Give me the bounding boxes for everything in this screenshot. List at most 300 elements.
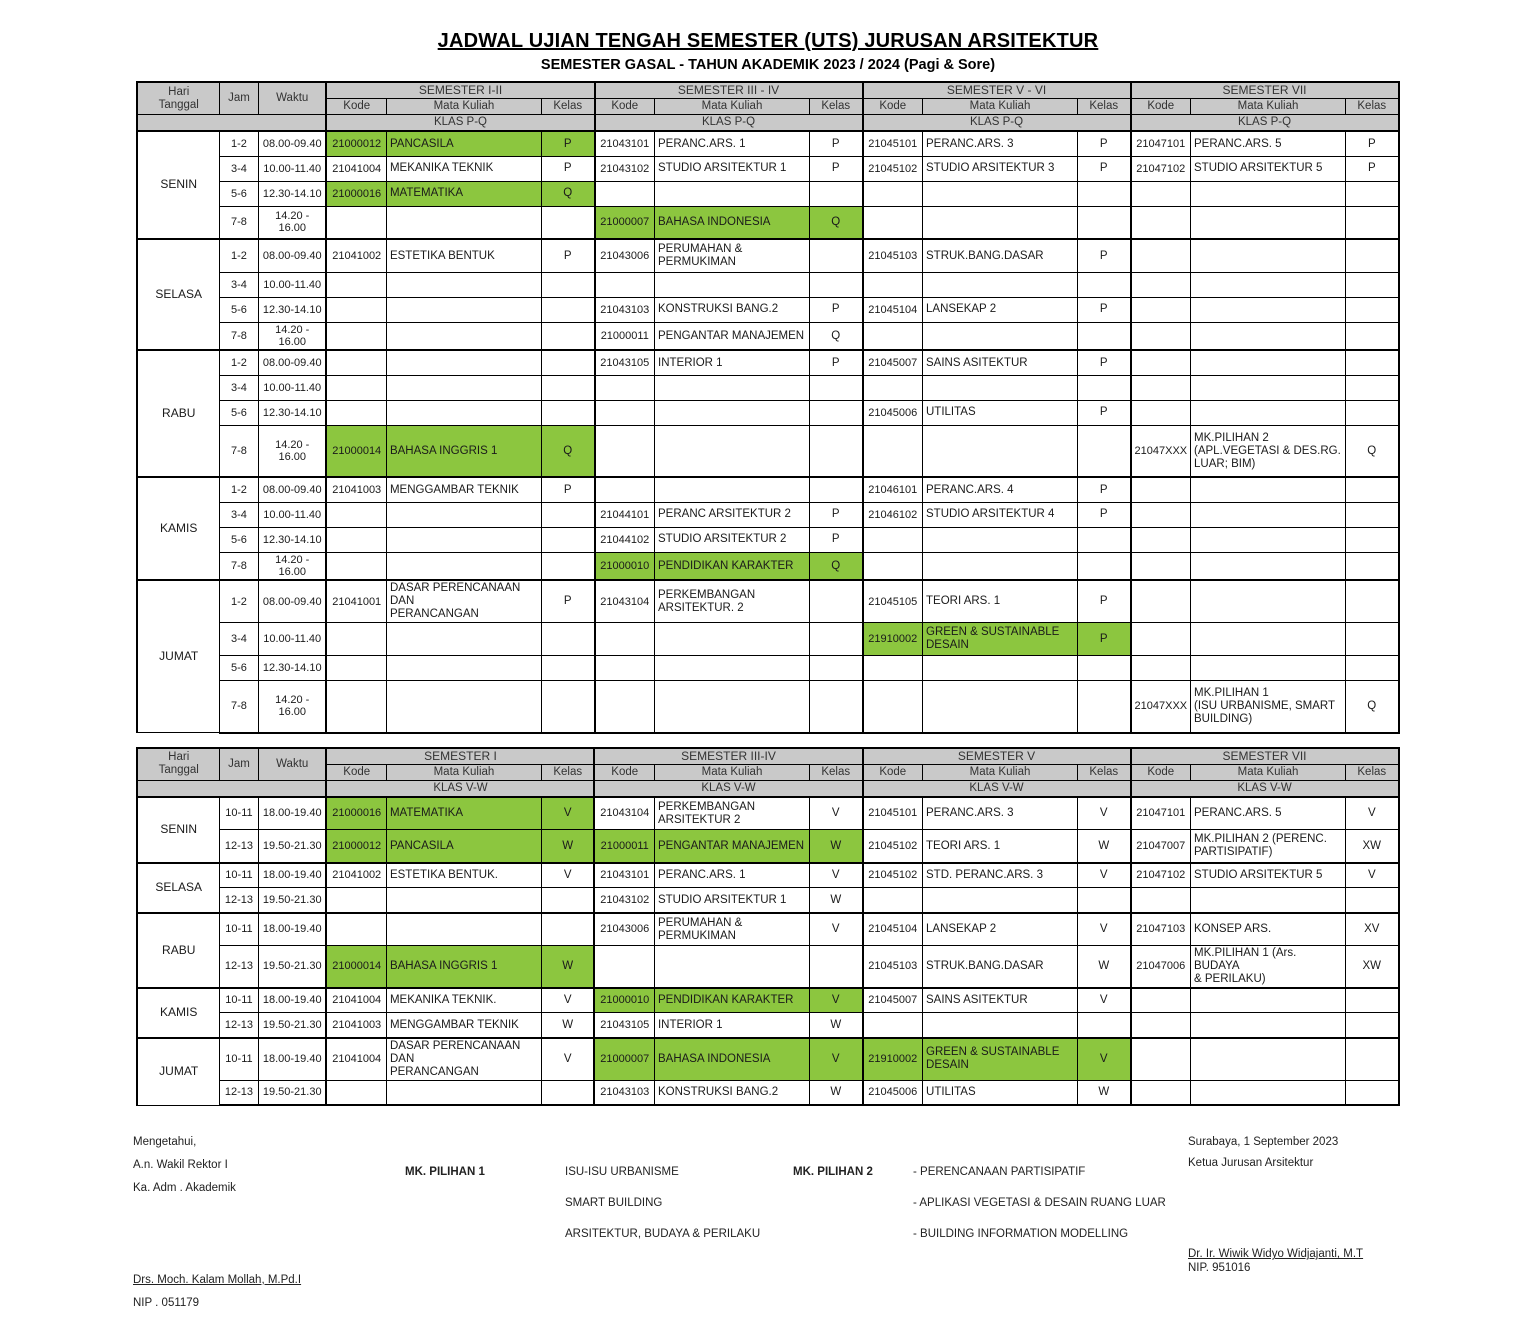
kelas-cell: P <box>810 131 863 156</box>
mata-kuliah-cell: PENGANTAR MANAJEMEN <box>655 322 810 350</box>
mata-kuliah-cell <box>386 552 541 580</box>
kelas-cell <box>810 239 863 272</box>
table-row <box>137 946 1398 988</box>
jam-cell: 1-2 <box>219 131 258 156</box>
header-waktu: Waktu <box>258 748 326 781</box>
header-mata-kuliah: Mata Kuliah <box>1191 765 1346 781</box>
header-kelas: Kelas <box>809 765 862 781</box>
mata-kuliah-cell <box>1191 206 1346 239</box>
kelas-cell <box>1346 1038 1399 1080</box>
table-row <box>137 656 1398 681</box>
kelas-cell <box>1078 425 1131 477</box>
kelas-cell: V <box>809 988 862 1013</box>
table-row <box>137 181 1398 206</box>
kode-cell <box>326 400 386 425</box>
kode-cell: 21000011 <box>595 322 655 350</box>
kelas-cell <box>1346 552 1399 580</box>
kode-cell: 21047006 <box>1131 946 1191 988</box>
kelas-cell <box>1346 181 1399 206</box>
kelas-cell <box>1346 239 1399 272</box>
waktu-cell: 18.00-19.40 <box>258 1038 326 1080</box>
kelas-cell <box>1346 623 1399 656</box>
kode-cell <box>595 477 655 502</box>
kode-cell <box>595 425 655 477</box>
mata-kuliah-cell <box>1191 1013 1346 1038</box>
kelas-cell: V <box>1078 863 1131 888</box>
kode-cell <box>863 425 923 477</box>
kelas-cell <box>1346 322 1399 350</box>
table-row <box>137 830 1398 863</box>
waktu-cell: 12.30-14.10 <box>258 181 326 206</box>
kode-cell <box>1131 477 1191 502</box>
mata-kuliah-cell <box>923 375 1078 400</box>
kode-cell: 21041002 <box>326 863 386 888</box>
waktu-cell: 14.20 - 16.00 <box>258 206 326 239</box>
mata-kuliah-cell <box>923 1013 1078 1038</box>
header-group-semester: SEMESTER I <box>326 748 594 765</box>
header-mata-kuliah: Mata Kuliah <box>1191 99 1346 115</box>
kelas-cell: P <box>1078 350 1131 375</box>
waktu-cell: 18.00-19.40 <box>258 863 326 888</box>
kelas-cell: P <box>541 131 594 156</box>
kode-cell <box>1131 1038 1191 1080</box>
kode-cell <box>595 681 655 733</box>
table-row <box>137 797 1398 830</box>
footer-ka-adm-akademik: Ka. Adm . Akademik <box>133 1182 236 1195</box>
mata-kuliah-cell: PERKEMBANGAN ARSITEKTUR 2 <box>654 797 809 830</box>
kode-cell: 21041001 <box>326 580 386 622</box>
kelas-cell <box>1078 272 1131 297</box>
kelas-cell: V <box>1346 797 1399 830</box>
mata-kuliah-cell <box>655 425 810 477</box>
kelas-cell: P <box>541 477 594 502</box>
waktu-cell: 08.00-09.40 <box>258 131 326 156</box>
kode-cell <box>326 913 386 946</box>
kelas-cell: V <box>809 797 862 830</box>
kode-cell: 21047007 <box>1131 830 1191 863</box>
header-group-semester: SEMESTER I-II <box>326 82 594 99</box>
kode-cell <box>326 552 386 580</box>
mata-kuliah-cell: STUDIO ARSITEKTUR 1 <box>654 888 809 913</box>
kelas-cell: P <box>1078 400 1131 425</box>
header-kode: Kode <box>1131 99 1191 115</box>
kelas-cell: P <box>541 239 594 272</box>
kode-cell <box>595 400 655 425</box>
mata-kuliah-cell: BAHASA INGGRIS 1 <box>386 946 541 988</box>
kode-cell: 21045006 <box>863 400 923 425</box>
kode-cell: 21000016 <box>326 181 386 206</box>
kode-cell <box>326 272 386 297</box>
mata-kuliah-cell <box>386 527 541 552</box>
kode-cell: 21045103 <box>863 239 923 272</box>
kelas-cell: V <box>809 1038 862 1080</box>
kelas-cell <box>810 400 863 425</box>
kelas-cell: P <box>1078 502 1131 527</box>
mk2-item: - BUILDING INFORMATION MODELLING <box>913 1228 1129 1241</box>
header-klas-band: KLAS V-W <box>326 780 594 796</box>
kode-cell <box>326 350 386 375</box>
mata-kuliah-cell <box>923 322 1078 350</box>
mata-kuliah-cell: MATEMATIKA <box>386 797 541 830</box>
kode-cell <box>863 681 923 733</box>
jam-cell: 10-11 <box>219 797 258 830</box>
kelas-cell: W <box>1078 830 1131 863</box>
kelas-cell <box>541 913 594 946</box>
header-group-semester: SEMESTER III - IV <box>595 82 863 99</box>
kode-cell <box>863 181 923 206</box>
jam-cell: 5-6 <box>219 656 258 681</box>
kode-cell <box>863 527 923 552</box>
mk-pilihan-2-label-block <box>793 1166 873 1179</box>
kode-cell: 21047102 <box>1131 156 1191 181</box>
mk-pilihan-1-label: MK. PILIHAN 1 <box>405 1166 485 1178</box>
kode-cell: 21045104 <box>863 913 923 946</box>
kode-cell: 21045006 <box>863 1080 923 1105</box>
mata-kuliah-cell <box>386 656 541 681</box>
mata-kuliah-cell: PERANC.ARS. 3 <box>923 797 1078 830</box>
mata-kuliah-cell: KONSTRUKSI BANG.2 <box>655 297 810 322</box>
kelas-cell: V <box>809 913 862 946</box>
waktu-cell: 18.00-19.40 <box>258 797 326 830</box>
kelas-cell: W <box>809 830 862 863</box>
table-row <box>137 913 1398 946</box>
waktu-cell: 08.00-09.40 <box>258 477 326 502</box>
kelas-cell: P <box>810 502 863 527</box>
kelas-cell: P <box>541 580 594 622</box>
jam-cell: 12-13 <box>219 888 258 913</box>
kode-cell: 21043103 <box>595 297 655 322</box>
kode-cell <box>326 681 386 733</box>
kode-cell: 21041004 <box>326 1038 386 1080</box>
kelas-cell <box>1078 1013 1131 1038</box>
header-group-semester: SEMESTER III-IV <box>594 748 862 765</box>
table-row <box>137 502 1398 527</box>
day-label-selasa: SELASA <box>137 239 219 350</box>
table-row <box>137 552 1398 580</box>
kode-cell: 21047101 <box>1131 797 1191 830</box>
kelas-cell <box>541 272 594 297</box>
jam-cell: 10-11 <box>219 863 258 888</box>
kode-cell <box>326 527 386 552</box>
mata-kuliah-cell: STRUK.BANG.DASAR <box>923 946 1078 988</box>
table-row <box>137 131 1398 156</box>
footer-place-date: Surabaya, 1 September 2023 <box>1188 1136 1339 1148</box>
kelas-cell: XW <box>1346 830 1399 863</box>
mata-kuliah-cell <box>655 681 810 733</box>
kelas-cell <box>1078 552 1131 580</box>
kelas-cell <box>810 272 863 297</box>
jam-cell: 1-2 <box>219 350 258 375</box>
waktu-cell: 18.00-19.40 <box>258 913 326 946</box>
mata-kuliah-cell: PENDIDIKAN KARAKTER <box>655 552 810 580</box>
kelas-cell <box>810 425 863 477</box>
kode-cell: 21000010 <box>594 988 654 1013</box>
mata-kuliah-cell: GREEN & SUSTAINABLE DESAIN <box>923 1038 1078 1080</box>
kelas-cell: W <box>541 946 594 988</box>
jam-cell: 7-8 <box>219 425 258 477</box>
kode-cell <box>1131 272 1191 297</box>
kelas-cell <box>541 350 594 375</box>
header-group-semester: SEMESTER V <box>863 748 1131 765</box>
kelas-cell: Q <box>810 552 863 580</box>
footer-right-signer: Dr. Ir. Wiwik Widyo Widjajanti, M.T <box>1188 1248 1364 1261</box>
mata-kuliah-cell <box>655 400 810 425</box>
kelas-cell <box>809 946 862 988</box>
header-jam: Jam <box>219 82 258 115</box>
kode-cell: 21000011 <box>594 830 654 863</box>
header-klas-spacer <box>137 780 326 796</box>
kode-cell <box>1131 1080 1191 1105</box>
kelas-cell: V <box>1078 1038 1131 1080</box>
header-kelas: Kelas <box>1346 99 1399 115</box>
waktu-cell: 19.50-21.30 <box>258 1080 326 1105</box>
kode-cell: 21047XXX <box>1131 681 1191 733</box>
kelas-cell: P <box>1078 239 1131 272</box>
waktu-cell: 19.50-21.30 <box>258 946 326 988</box>
mata-kuliah-cell: STUDIO ARSITEKTUR 5 <box>1191 863 1346 888</box>
header-kelas: Kelas <box>1346 765 1399 781</box>
header-kelas: Kelas <box>541 765 594 781</box>
jam-cell: 10-11 <box>219 988 258 1013</box>
header-group-semester: SEMESTER VII <box>1131 82 1399 99</box>
jam-cell: 12-13 <box>219 1013 258 1038</box>
kelas-cell: Q <box>810 206 863 239</box>
kelas-cell: V <box>541 797 594 830</box>
mata-kuliah-cell <box>923 681 1078 733</box>
kelas-cell: P <box>1078 156 1131 181</box>
kelas-cell: V <box>541 863 594 888</box>
day-label-jumat: JUMAT <box>137 1038 219 1105</box>
waktu-cell: 12.30-14.10 <box>258 297 326 322</box>
kelas-cell: W <box>809 1080 862 1105</box>
kode-cell <box>1131 239 1191 272</box>
title-block <box>0 0 1536 73</box>
mata-kuliah-cell: ESTETIKA BENTUK. <box>386 863 541 888</box>
table-row <box>137 527 1398 552</box>
waktu-cell: 10.00-11.40 <box>258 272 326 297</box>
kode-cell: 21047103 <box>1131 913 1191 946</box>
table-row <box>137 400 1398 425</box>
kelas-cell <box>1078 181 1131 206</box>
mata-kuliah-cell <box>1191 400 1346 425</box>
kelas-cell <box>1078 322 1131 350</box>
kode-cell: 21047101 <box>1131 131 1191 156</box>
waktu-cell: 12.30-14.10 <box>258 527 326 552</box>
kode-cell: 21043104 <box>595 580 655 622</box>
kelas-cell <box>1346 988 1399 1013</box>
kelas-cell: Q <box>1346 425 1399 477</box>
evening-schedule-table <box>136 747 1399 1106</box>
table-row <box>137 988 1398 1013</box>
mata-kuliah-cell <box>923 425 1078 477</box>
kelas-cell <box>1346 477 1399 502</box>
mata-kuliah-cell: BAHASA INDONESIA <box>654 1038 809 1080</box>
kode-cell <box>1131 322 1191 350</box>
mata-kuliah-cell <box>386 913 541 946</box>
mata-kuliah-cell <box>655 623 810 656</box>
kelas-cell <box>1078 527 1131 552</box>
kode-cell: 21046101 <box>863 477 923 502</box>
kelas-cell: W <box>541 830 594 863</box>
footer-role: Ketua Jurusan Arsitektur <box>1188 1157 1314 1170</box>
kode-cell <box>326 322 386 350</box>
mata-kuliah-cell <box>655 375 810 400</box>
mata-kuliah-cell: GREEN & SUSTAINABLE DESAIN <box>923 623 1078 656</box>
mata-kuliah-cell <box>655 656 810 681</box>
jam-cell: 10-11 <box>219 1038 258 1080</box>
waktu-cell: 18.00-19.40 <box>258 988 326 1013</box>
kode-cell: 21043101 <box>594 863 654 888</box>
mata-kuliah-cell <box>1191 656 1346 681</box>
kode-cell <box>1131 297 1191 322</box>
header-klas-band: KLAS V-W <box>863 780 1131 796</box>
header-kode: Kode <box>326 99 386 115</box>
kelas-cell <box>541 888 594 913</box>
mata-kuliah-cell: TEORI ARS. 1 <box>923 580 1078 622</box>
header-mata-kuliah: Mata Kuliah <box>386 765 541 781</box>
kode-cell: 21047102 <box>1131 863 1191 888</box>
mata-kuliah-cell: PERUMAHAN & PERMUKIMAN <box>654 913 809 946</box>
mata-kuliah-cell: TEORI ARS. 1 <box>923 830 1078 863</box>
header-kode: Kode <box>595 99 655 115</box>
header-hari-tanggal <box>137 748 219 781</box>
mata-kuliah-cell: KONSTRUKSI BANG.2 <box>654 1080 809 1105</box>
footer-left-signer: Drs. Moch. Kalam Mollah, M.Pd.I <box>133 1273 302 1286</box>
mata-kuliah-cell: DASAR PERENCANAAN DAN PERANCANGAN <box>386 580 541 622</box>
kelas-cell: W <box>1078 946 1131 988</box>
kelas-cell <box>1346 400 1399 425</box>
header-kode: Kode <box>863 99 923 115</box>
jam-cell: 7-8 <box>219 552 258 580</box>
mata-kuliah-cell <box>386 623 541 656</box>
kode-cell: 21000012 <box>326 131 386 156</box>
kelas-cell: V <box>1346 863 1399 888</box>
kelas-cell <box>1346 1080 1399 1105</box>
mata-kuliah-cell: PERANC.ARS. 1 <box>654 863 809 888</box>
mata-kuliah-cell <box>386 322 541 350</box>
mata-kuliah-cell <box>923 552 1078 580</box>
waktu-cell: 08.00-09.40 <box>258 239 326 272</box>
table-row <box>137 580 1398 622</box>
header-kelas: Kelas <box>1078 765 1131 781</box>
kode-cell <box>1131 988 1191 1013</box>
mata-kuliah-cell <box>386 1080 541 1105</box>
mata-kuliah-cell: PANCASILA <box>386 131 541 156</box>
jam-cell: 3-4 <box>219 375 258 400</box>
kelas-cell: P <box>810 350 863 375</box>
kelas-cell: V <box>1078 988 1131 1013</box>
header-klas-band: KLAS P-Q <box>863 115 1131 131</box>
mata-kuliah-cell <box>1191 502 1346 527</box>
mk1-item: ISU-ISU URBANISME <box>565 1166 679 1178</box>
kode-cell <box>863 888 923 913</box>
kode-cell <box>1131 206 1191 239</box>
waktu-cell: 19.50-21.30 <box>258 888 326 913</box>
kelas-cell: W <box>809 1013 862 1038</box>
kelas-cell: V <box>1078 797 1131 830</box>
header-klas-band: KLAS P-Q <box>326 115 594 131</box>
header-klas-band: KLAS V-W <box>594 780 862 796</box>
jam-cell: 12-13 <box>219 1080 258 1105</box>
kelas-cell <box>810 623 863 656</box>
kode-cell: 21000014 <box>326 946 386 988</box>
header-kode: Kode <box>863 765 923 781</box>
footer-right-block <box>1188 1136 1418 1275</box>
kelas-cell <box>1346 580 1399 622</box>
kelas-cell: P <box>1078 131 1131 156</box>
jam-cell: 3-4 <box>219 272 258 297</box>
kode-cell: 21043101 <box>595 131 655 156</box>
waktu-cell: 08.00-09.40 <box>258 350 326 375</box>
kelas-cell <box>1078 206 1131 239</box>
kelas-cell <box>1346 297 1399 322</box>
mata-kuliah-cell <box>1191 181 1346 206</box>
kelas-cell: XV <box>1346 913 1399 946</box>
kode-cell: 21045102 <box>863 830 923 863</box>
mata-kuliah-cell: STUDIO ARSITEKTUR 5 <box>1191 156 1346 181</box>
jam-cell: 7-8 <box>219 681 258 733</box>
kode-cell <box>863 375 923 400</box>
mata-kuliah-cell <box>655 477 810 502</box>
mata-kuliah-cell <box>923 206 1078 239</box>
kode-cell: 21910002 <box>863 1038 923 1080</box>
mk2-item: - APLIKASI VEGETASI & DESAIN RUANG LUAR <box>913 1197 1166 1210</box>
mata-kuliah-cell: PERUMAHAN & PERMUKIMAN <box>655 239 810 272</box>
jam-cell: 5-6 <box>219 297 258 322</box>
kode-cell: 21043105 <box>595 350 655 375</box>
table-row <box>137 681 1398 733</box>
kelas-cell <box>541 552 594 580</box>
header-klas-band: KLAS P-Q <box>1131 115 1399 131</box>
mata-kuliah-cell: LANSEKAP 2 <box>923 297 1078 322</box>
mata-kuliah-cell: PERANC.ARS. 5 <box>1191 131 1346 156</box>
header-mata-kuliah: Mata Kuliah <box>923 765 1078 781</box>
mata-kuliah-cell <box>1191 580 1346 622</box>
jam-cell: 5-6 <box>219 400 258 425</box>
kode-cell <box>1131 350 1191 375</box>
kode-cell: 21000007 <box>594 1038 654 1080</box>
kelas-cell <box>810 681 863 733</box>
mata-kuliah-cell <box>923 656 1078 681</box>
table-row <box>137 425 1398 477</box>
kelas-cell <box>541 400 594 425</box>
kode-cell: 21043006 <box>595 239 655 272</box>
kelas-cell <box>541 623 594 656</box>
mata-kuliah-cell <box>1191 239 1346 272</box>
jam-cell: 5-6 <box>219 181 258 206</box>
kelas-cell <box>541 297 594 322</box>
header-waktu: Waktu <box>258 82 326 115</box>
kode-cell: 21045105 <box>863 580 923 622</box>
mata-kuliah-cell <box>1191 272 1346 297</box>
mata-kuliah-cell <box>923 527 1078 552</box>
header-hari: Hari <box>168 751 190 764</box>
kode-cell <box>1131 502 1191 527</box>
kode-cell: 21043006 <box>594 913 654 946</box>
mata-kuliah-cell: LANSEKAP 2 <box>923 913 1078 946</box>
footer-left-block <box>133 1136 393 1320</box>
kelas-cell <box>1078 375 1131 400</box>
kode-cell <box>1131 527 1191 552</box>
waktu-cell: 12.30-14.10 <box>258 656 326 681</box>
mata-kuliah-cell: ESTETIKA BENTUK <box>386 239 541 272</box>
header-mata-kuliah: Mata Kuliah <box>654 765 809 781</box>
header-kelas: Kelas <box>541 99 594 115</box>
kode-cell: 21041002 <box>326 239 386 272</box>
kelas-cell <box>810 580 863 622</box>
kode-cell <box>326 502 386 527</box>
mata-kuliah-cell: MK.PILIHAN 1 (Ars. BUDAYA & PERILAKU) <box>1191 946 1346 988</box>
